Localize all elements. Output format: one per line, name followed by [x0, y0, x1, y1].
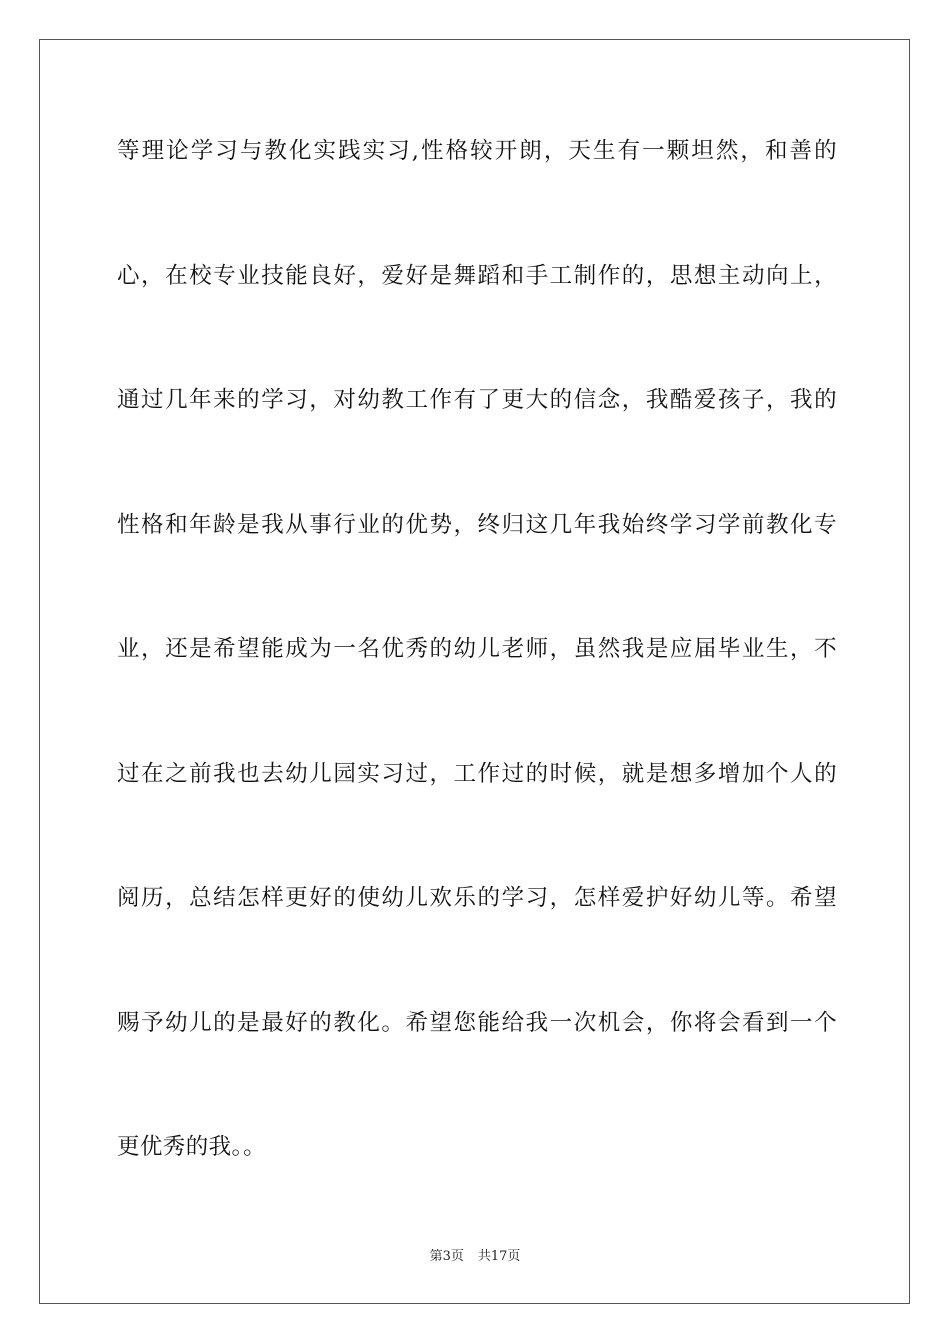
body-line: 阅历，总结怎样更好的使幼儿欢乐的学习，怎样爱护好幼儿等。希望 — [117, 885, 837, 911]
body-line: 赐予幼儿的是最好的教化。希望您能给我一次机会，你将会看到一个 — [117, 1009, 837, 1036]
document-body — [117, 127, 837, 1248]
page-total: 共17页 — [477, 1249, 521, 1264]
body-line: 过在之前我也去幼儿园实习过，工作过的时候，就是想多增加个人的 — [117, 760, 837, 787]
page-footer — [0, 1247, 950, 1267]
body-line-last: 更优秀的我。。 — [117, 1134, 267, 1160]
body-line: 等理论学习与教化实践实习,性格较开朗，天生有一颗坦然，和善的 — [117, 138, 837, 164]
body-line: 心，在校专业技能良好，爱好是舞蹈和手工制作的，思想主动向上， — [117, 262, 837, 289]
body-line: 业，还是希望能成为一名优秀的幼儿老师，虽然我是应届毕业生，不 — [117, 636, 837, 662]
body-line: 性格和年龄是我从事行业的优势，终归这几年我始终学习学前教化专 — [117, 511, 837, 538]
body-line: 通过几年来的学习，对幼教工作有了更大的信念，我酷爱孩子，我的 — [117, 387, 837, 413]
page-number: 第3页 — [429, 1249, 464, 1264]
